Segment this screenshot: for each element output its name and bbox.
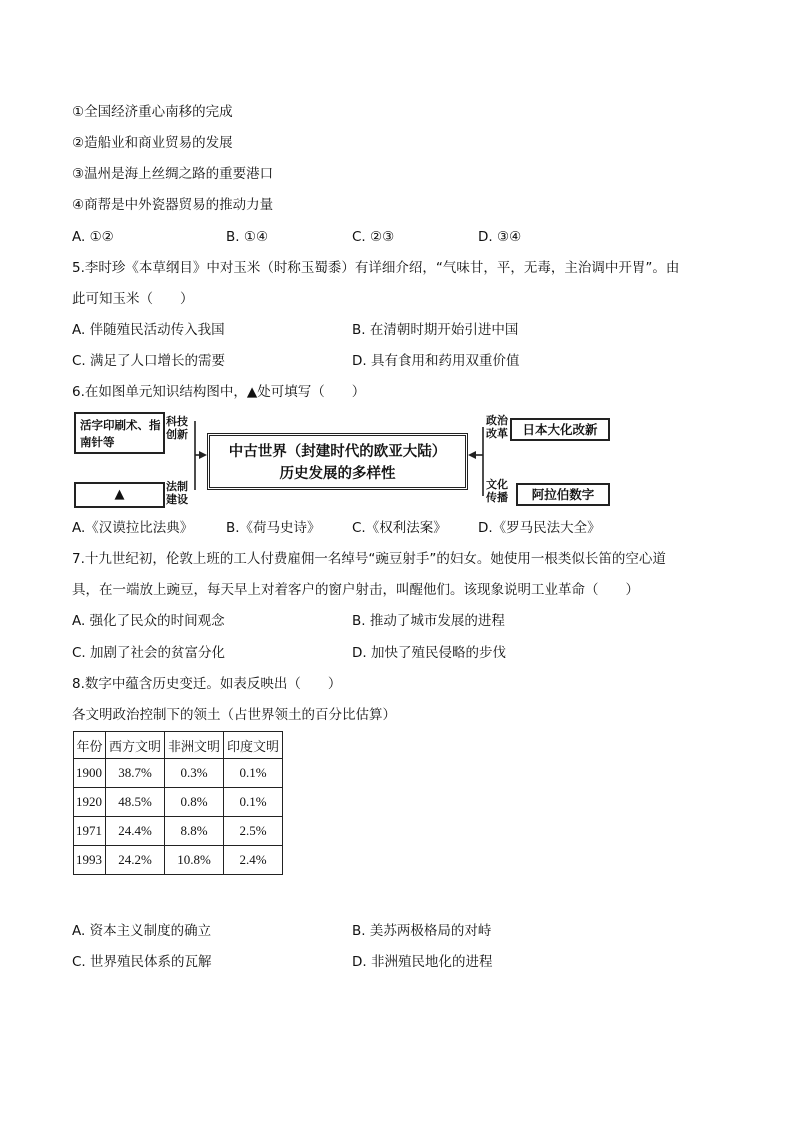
- q5-option-c: C. 满足了人口增长的需要: [72, 353, 226, 369]
- table-cell: 24.4%: [106, 817, 165, 846]
- table-row: [74, 759, 283, 788]
- table-title: 各文明政治控制下的领土（占世界领土的百分比估算）: [72, 707, 396, 723]
- left-top-box: 活字印刷术、指南针等: [74, 412, 165, 454]
- table-header-row: [74, 732, 283, 759]
- table-cell: 2.5%: [224, 817, 283, 846]
- right-bottom-box: 阿拉伯数字: [516, 483, 610, 506]
- table-cell: 0.8%: [165, 788, 224, 817]
- left-bottom-label: 法制建设: [166, 480, 188, 506]
- header-western: 西方文明: [106, 732, 165, 759]
- header-african: 非洲文明: [165, 732, 224, 759]
- q8-option-c: C. 世界殖民体系的瓦解: [72, 954, 212, 970]
- left-top-label: 科技创新: [166, 415, 188, 441]
- q6-option-d: D.《罗马民法大全》: [478, 520, 601, 536]
- territory-table: [73, 731, 283, 875]
- q7-option-a: A. 强化了民众的时间观念: [72, 613, 225, 629]
- q4-option-d: D. ③④: [478, 229, 522, 245]
- table-cell: 8.8%: [165, 817, 224, 846]
- q7-stem-line-1: 7.十九世纪初，伦敦上班的工人付费雇佣一名绰号“豌豆射手”的妇女。她使用一根类似长笛的空心道: [72, 551, 666, 567]
- table-row: [74, 788, 283, 817]
- header-year: 年份: [74, 732, 106, 759]
- q6-option-b: B.《荷马史诗》: [226, 520, 321, 536]
- q8-stem: 8.数字中蕴含历史变迁。如表反映出（ ）: [72, 676, 342, 692]
- q4-item-4: ④商帮是中外瓷器贸易的推动力量: [72, 197, 274, 213]
- q4-item-3: ③温州是海上丝绸之路的重要港口: [72, 166, 274, 182]
- right-bottom-label: 文化传播: [486, 478, 508, 504]
- q8-option-b: B. 美苏两极格局的对峙: [352, 923, 492, 939]
- table-cell: 2.4%: [224, 846, 283, 875]
- q4-option-a: A. ①②: [72, 229, 114, 245]
- q7-stem-line-2: 具，在一端放上豌豆，每天早上对着客户的窗户射击，叫醒他们。该现象说明工业革命（ ）: [72, 582, 639, 598]
- header-indian: 印度文明: [224, 732, 283, 759]
- table-cell: 0.1%: [224, 759, 283, 788]
- q5-option-a: A. 伴随殖民活动传入我国: [72, 322, 225, 338]
- q4-option-b: B. ①④: [226, 229, 269, 245]
- right-top-label: 政治改革: [486, 414, 508, 440]
- q6-option-c: C.《权利法案》: [352, 520, 447, 536]
- table-cell: 24.2%: [106, 846, 165, 875]
- table-row: [74, 846, 283, 875]
- center-box: [207, 433, 468, 490]
- table-cell: 1971: [74, 817, 106, 846]
- q6-stem: 6.在如图单元知识结构图中，▲处可填写（ ）: [72, 384, 366, 400]
- table-cell: 1920: [74, 788, 106, 817]
- q4-item-1: ①全国经济重心南移的完成: [72, 104, 233, 120]
- left-bottom-box: ▲: [74, 482, 165, 508]
- q4-option-c: C. ②③: [352, 229, 395, 245]
- table-cell: 0.1%: [224, 788, 283, 817]
- table-cell: 1993: [74, 846, 106, 875]
- right-top-box: 日本大化改新: [510, 418, 610, 441]
- table-cell: 48.5%: [106, 788, 165, 817]
- q5-stem-line-2: 此可知玉米（ ）: [72, 291, 194, 307]
- q4-item-2: ②造船业和商业贸易的发展: [72, 135, 233, 151]
- table-cell: 0.3%: [165, 759, 224, 788]
- q7-option-d: D. 加快了殖民侵略的步伐: [352, 645, 506, 661]
- table-cell: 38.7%: [106, 759, 165, 788]
- center-title: 中古世界（封建时代的欧亚大陆）: [228, 443, 447, 460]
- q8-option-d: D. 非洲殖民地化的进程: [352, 954, 493, 970]
- q6-option-a: A.《汉谟拉比法典》: [72, 520, 194, 536]
- q7-option-c: C. 加剧了社会的贫富分化: [72, 645, 226, 661]
- table-row: [74, 817, 283, 846]
- q8-option-a: A. 资本主义制度的确立: [72, 923, 212, 939]
- table-cell: 10.8%: [165, 846, 224, 875]
- center-subtitle: 历史发展的多样性: [279, 465, 396, 482]
- q5-stem-line-1: 5.李时珍《本草纲目》中对玉米（时称玉蜀黍）有详细介绍，“气味甘，平，无毒，主治调中开胃”。由: [72, 260, 680, 276]
- q5-option-b: B. 在清朝时期开始引进中国: [352, 322, 519, 338]
- q7-option-b: B. 推动了城市发展的进程: [352, 613, 505, 629]
- table-cell: 1900: [74, 759, 106, 788]
- q5-option-d: D. 具有食用和药用双重价值: [352, 353, 520, 369]
